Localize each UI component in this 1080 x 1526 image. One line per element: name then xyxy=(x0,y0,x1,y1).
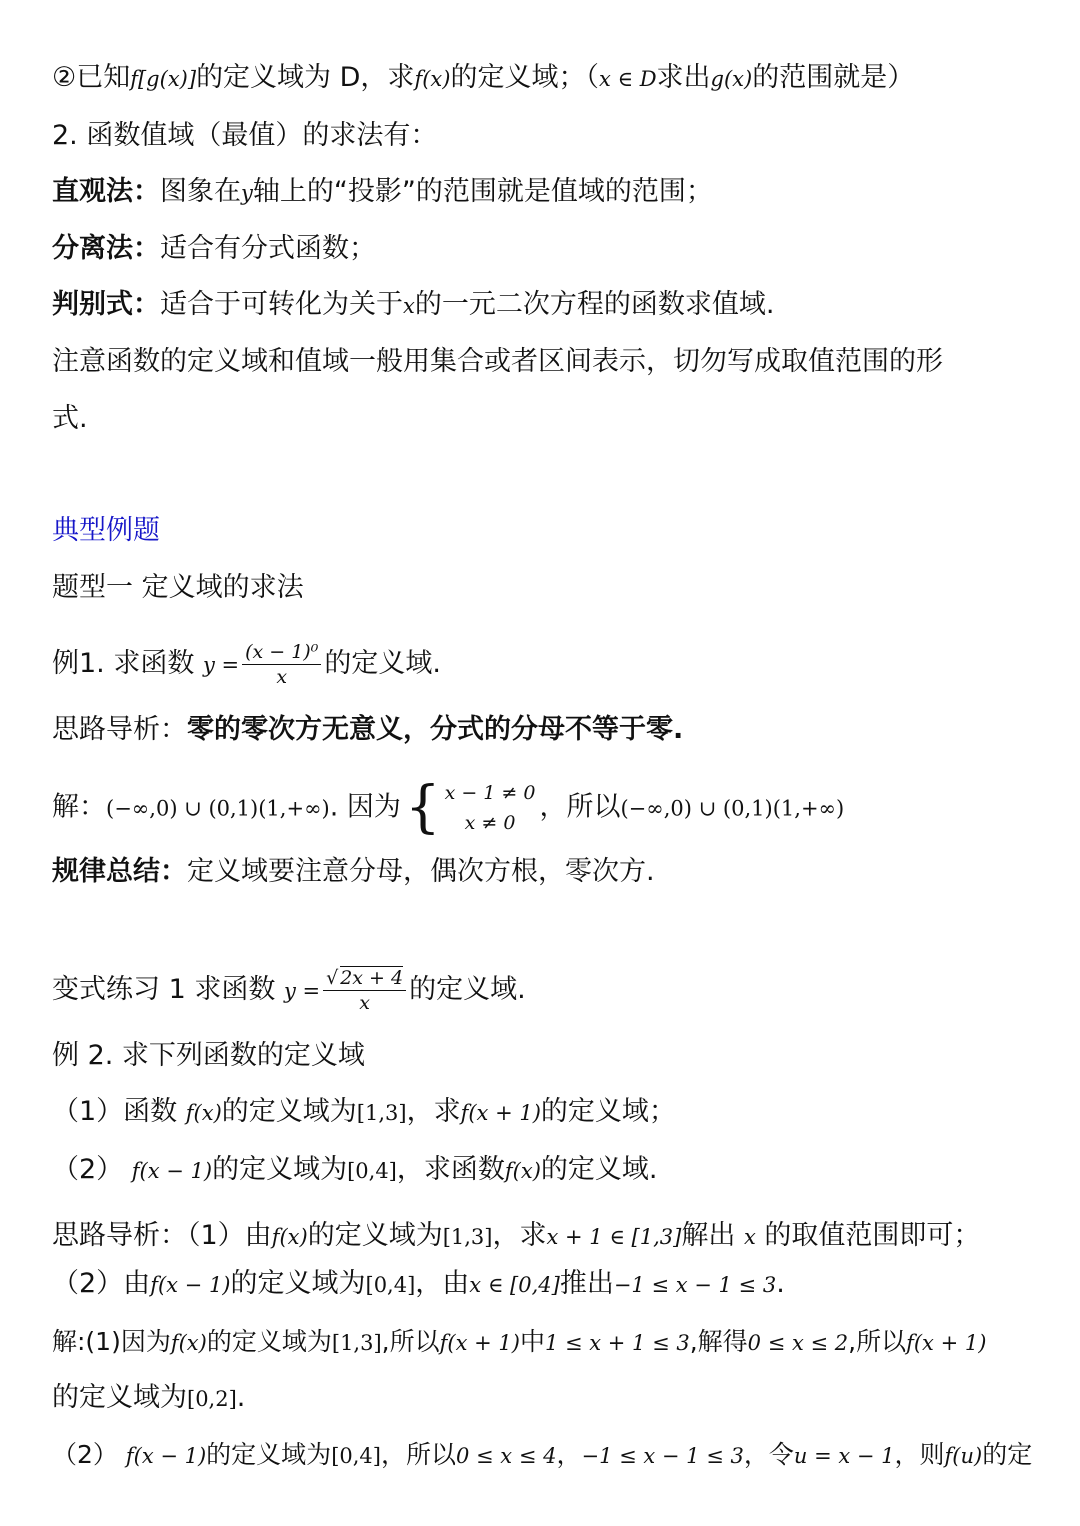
method-separation: 分离法：适合有分式函数； xyxy=(52,233,376,264)
solution-2-part-2: （2） f(x − 1)的定义域为[0,4]，所以0 ≤ x ≤ 4，−1 ≤ x − 1 ≤ 3，令u = x − 1，则f(u)的定 xyxy=(52,1440,1033,1469)
variant-exercise-1: 变式练习 1 求函数 y = $\frac{√ 2x + 4}{x}$ 的定义域. xyxy=(52,967,526,1014)
example-2: 例 2. 求下列函数的定义域 xyxy=(52,1040,365,1071)
idea-1: 思路导析：零的零次方无意义，分式的分母不等于零. xyxy=(52,714,684,745)
idea-2-cont: （2）由f(x − 1)的定义域为[0,4]，由x ∈ [0,4]推出−1 ≤ x − 1 ≤ 3. xyxy=(52,1268,785,1299)
method-discriminant: 判别式：适合于可转化为关于x的一元二次方程的函数求值域. xyxy=(52,289,775,320)
rule-summary-1: 规律总结：定义域要注意分母，偶次方根，零次方. xyxy=(52,856,655,887)
idea-2: 思路导析：（1）由f(x)的定义域为[1,3]，求x + 1 ∈ [1,3]解出 x 的取值范围即可； xyxy=(52,1220,981,1251)
example-1: 例1. 求函数 y = $\frac{\text{(x − 1)⁰}}{x}$ 的定义域. xyxy=(52,641,441,688)
domain-composite-note: ②已知f[g(x)]的定义域为 D，求f(x)的定义域；（x ∈ D求出g(x)的范围就是） xyxy=(52,62,915,93)
notation-note-cont: 式. xyxy=(52,403,88,434)
solution-2: 解:(1)因为f(x)的定义域为[1,3],所以f(x + 1)中1 ≤ x + 1 ≤ 3,解得0 ≤ x ≤ 2,所以f(x + 1) xyxy=(52,1327,987,1356)
solution-2-cont: 的定义域为[0,2]. xyxy=(52,1382,246,1413)
fraction: $\frac{\text{(x − 1)⁰}}{x}$ xyxy=(242,640,321,689)
method-intuitive: 直观法：图象在y轴上的“投影”的范围就是值域的范围； xyxy=(52,176,713,207)
question-type-heading: 题型一 定义域的求法 xyxy=(52,572,304,603)
equation-system: { x − 1 ≠ 0 x ≠ 0 xyxy=(404,775,536,840)
example-2-part-1: （1）函数 f(x)的定义域为[1,3]，求f(x + 1)的定义域； xyxy=(52,1096,676,1127)
range-methods-heading: 2. 函数值域（最值）的求法有： xyxy=(52,120,438,151)
fraction: $\frac{√ 2x + 4}{x}$ xyxy=(323,966,406,1015)
example-2-part-2: （2） f(x − 1)的定义域为[0,4]，求函数f(x)的定义域. xyxy=(52,1154,658,1185)
notation-note: 注意函数的定义域和值域一般用集合或者区间表示，切勿写成取值范围的形 xyxy=(52,346,943,377)
section-title: 典型例题 xyxy=(52,515,160,546)
solution-1: 解：(−∞,0) ∪ (0,1)(1,+∞). 因为 { x − 1 ≠ 0 x ≠ 0 ，所以(−∞,0) ∪ (0,1)(1,+∞) xyxy=(52,775,845,840)
